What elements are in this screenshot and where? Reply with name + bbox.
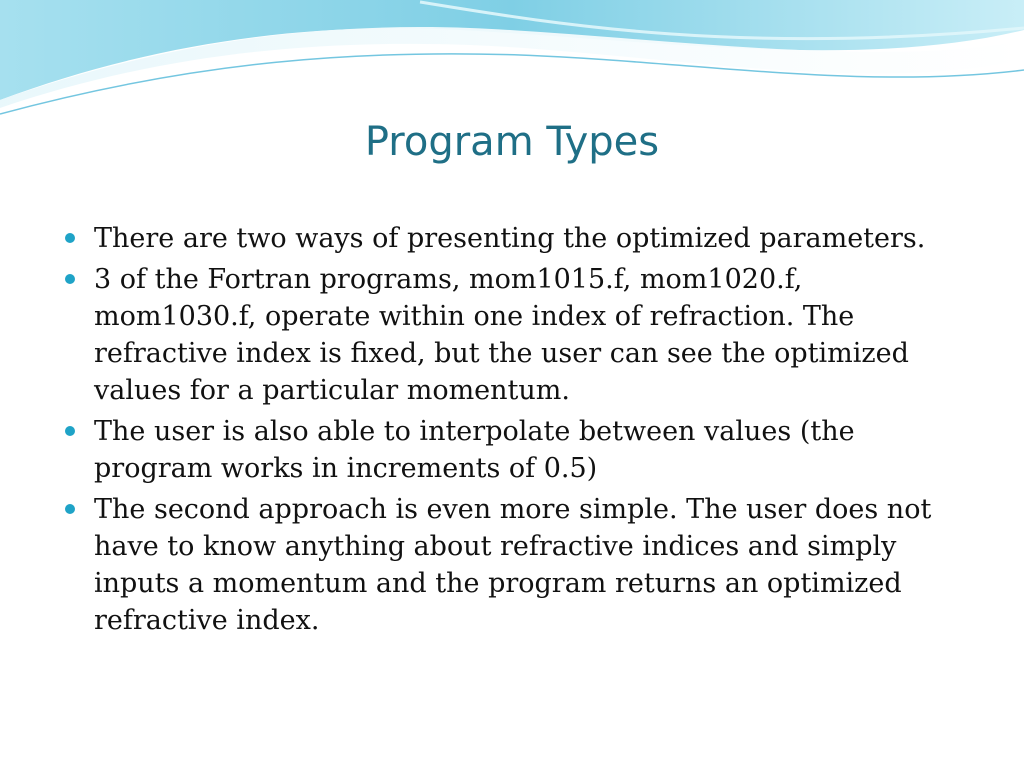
bullet-dot-icon (65, 274, 75, 284)
bullet-text: There are two ways of presenting the optimized parameters. (94, 223, 926, 254)
bullet-item (62, 491, 962, 639)
bullet-dot-icon (65, 504, 75, 514)
bullet-text: 3 of the Fortran programs, mom1015.f, mom1020.f, mom1030.f, operate within one index of refraction. The refractive index is fixed, but the user can see the optimized values for a particular momentum. (94, 264, 909, 406)
bullet-dot-icon (65, 426, 75, 436)
slide-title: Program Types (364, 119, 660, 165)
bullet-text: The user is also able to interpolate between values (the program works in increments of 0.5) (94, 416, 855, 484)
bullet-item (62, 413, 962, 487)
bullet-list (62, 220, 962, 643)
bullet-item (62, 261, 962, 409)
bullet-item (62, 220, 962, 257)
header-wave-decoration (0, 0, 1024, 120)
bullet-dot-icon (65, 233, 75, 243)
bullet-text: The second approach is even more simple. The user does not have to know anything about refractive indices and simply inputs a momentum and the program returns an optimized refractive index. (94, 494, 932, 636)
